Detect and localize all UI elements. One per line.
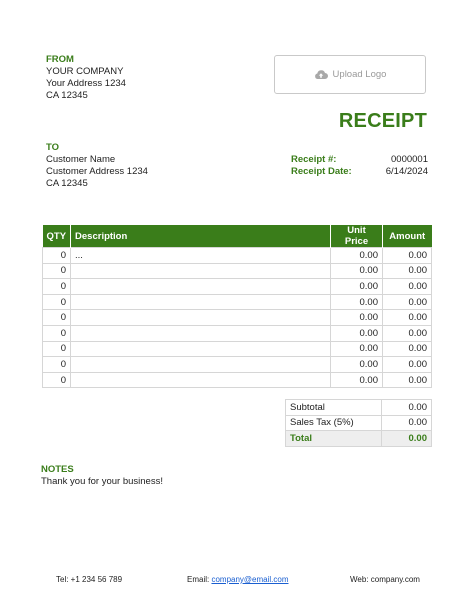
amount-cell: 0.00	[383, 341, 432, 357]
subtotal-value: 0.00	[382, 400, 432, 416]
amount-cell: 0.00	[383, 294, 432, 310]
amount-cell: 0.00	[383, 310, 432, 326]
notes-heading: NOTES	[41, 464, 74, 475]
total-label: Total	[286, 431, 382, 447]
amount-cell: 0.00	[383, 263, 432, 279]
description-cell[interactable]	[71, 310, 331, 326]
amount-cell: 0.00	[383, 325, 432, 341]
unit-price-cell[interactable]: 0.00	[331, 325, 383, 341]
from-company: YOUR COMPANY	[46, 66, 124, 77]
cloud-upload-icon	[314, 69, 328, 80]
description-cell[interactable]	[71, 372, 331, 388]
footer-email-label: Email:	[187, 575, 212, 584]
table-row	[43, 310, 432, 326]
qty-cell[interactable]: 0	[43, 341, 71, 357]
footer-web: Web: company.com	[350, 575, 420, 584]
amount-cell: 0.00	[383, 357, 432, 373]
from-city: CA 12345	[46, 90, 88, 101]
total-row	[286, 431, 432, 447]
receipt-meta	[291, 154, 428, 178]
receipt-number-label: Receipt #:	[291, 154, 337, 165]
table-row	[43, 248, 432, 264]
receipt-date-value: 6/14/2024	[385, 166, 428, 177]
amount-cell: 0.00	[383, 372, 432, 388]
description-cell[interactable]	[71, 357, 331, 373]
header-description: Description	[71, 225, 331, 248]
notes-text: Thank you for your business!	[41, 476, 163, 487]
unit-price-cell[interactable]: 0.00	[331, 372, 383, 388]
total-value: 0.00	[382, 431, 432, 447]
receipt-number-row	[291, 154, 428, 166]
description-cell[interactable]: ...	[71, 248, 331, 264]
to-heading: TO	[46, 142, 60, 153]
description-cell[interactable]	[71, 325, 331, 341]
table-row	[43, 294, 432, 310]
notes-block	[41, 464, 163, 488]
footer	[0, 575, 474, 587]
description-cell[interactable]	[71, 263, 331, 279]
items-header-row	[43, 225, 432, 248]
unit-price-cell[interactable]: 0.00	[331, 294, 383, 310]
header-unit-price: Unit Price	[331, 225, 383, 248]
qty-cell[interactable]: 0	[43, 310, 71, 326]
from-address: Your Address 1234	[46, 78, 126, 89]
subtotal-label: Subtotal	[286, 400, 382, 416]
items-table	[42, 225, 432, 388]
qty-cell[interactable]: 0	[43, 279, 71, 295]
amount-cell: 0.00	[383, 279, 432, 295]
footer-tel: Tel: +1 234 56 789	[56, 575, 123, 584]
receipt-date-row	[291, 166, 428, 178]
table-row	[43, 372, 432, 388]
qty-cell[interactable]: 0	[43, 263, 71, 279]
qty-cell[interactable]: 0	[43, 357, 71, 373]
table-row	[43, 325, 432, 341]
from-heading: FROM	[46, 54, 74, 65]
amount-cell: 0.00	[383, 248, 432, 264]
from-block	[46, 54, 126, 102]
unit-price-cell[interactable]: 0.00	[331, 248, 383, 264]
totals-table	[285, 399, 432, 447]
sales-tax-label: Sales Tax (5%)	[286, 415, 382, 431]
description-cell[interactable]	[71, 341, 331, 357]
subtotal-row	[286, 400, 432, 416]
header-qty: QTY	[43, 225, 71, 248]
to-block	[46, 142, 148, 190]
description-cell[interactable]	[71, 294, 331, 310]
table-row	[43, 263, 432, 279]
footer-email	[187, 575, 289, 584]
customer-name: Customer Name	[46, 154, 116, 165]
sales-tax-row	[286, 415, 432, 431]
qty-cell[interactable]: 0	[43, 372, 71, 388]
customer-city: CA 12345	[46, 178, 88, 189]
table-row	[43, 357, 432, 373]
receipt-date-label: Receipt Date:	[291, 166, 352, 177]
upload-logo-label: Upload Logo	[332, 69, 387, 80]
unit-price-cell[interactable]: 0.00	[331, 341, 383, 357]
page-title: RECEIPT	[338, 110, 427, 132]
unit-price-cell[interactable]: 0.00	[331, 357, 383, 373]
receipt-number-value: 0000001	[391, 154, 428, 165]
upload-logo-button[interactable]	[274, 55, 426, 94]
qty-cell[interactable]: 0	[43, 294, 71, 310]
unit-price-cell[interactable]: 0.00	[331, 263, 383, 279]
table-row	[43, 279, 432, 295]
unit-price-cell[interactable]: 0.00	[331, 279, 383, 295]
header-amount: Amount	[383, 225, 432, 248]
qty-cell[interactable]: 0	[43, 248, 71, 264]
table-row	[43, 341, 432, 357]
qty-cell[interactable]: 0	[43, 325, 71, 341]
unit-price-cell[interactable]: 0.00	[331, 310, 383, 326]
customer-address: Customer Address 1234	[46, 166, 148, 177]
sales-tax-value: 0.00	[382, 415, 432, 431]
email-link[interactable]: company@email.com	[211, 575, 289, 584]
description-cell[interactable]	[71, 279, 331, 295]
